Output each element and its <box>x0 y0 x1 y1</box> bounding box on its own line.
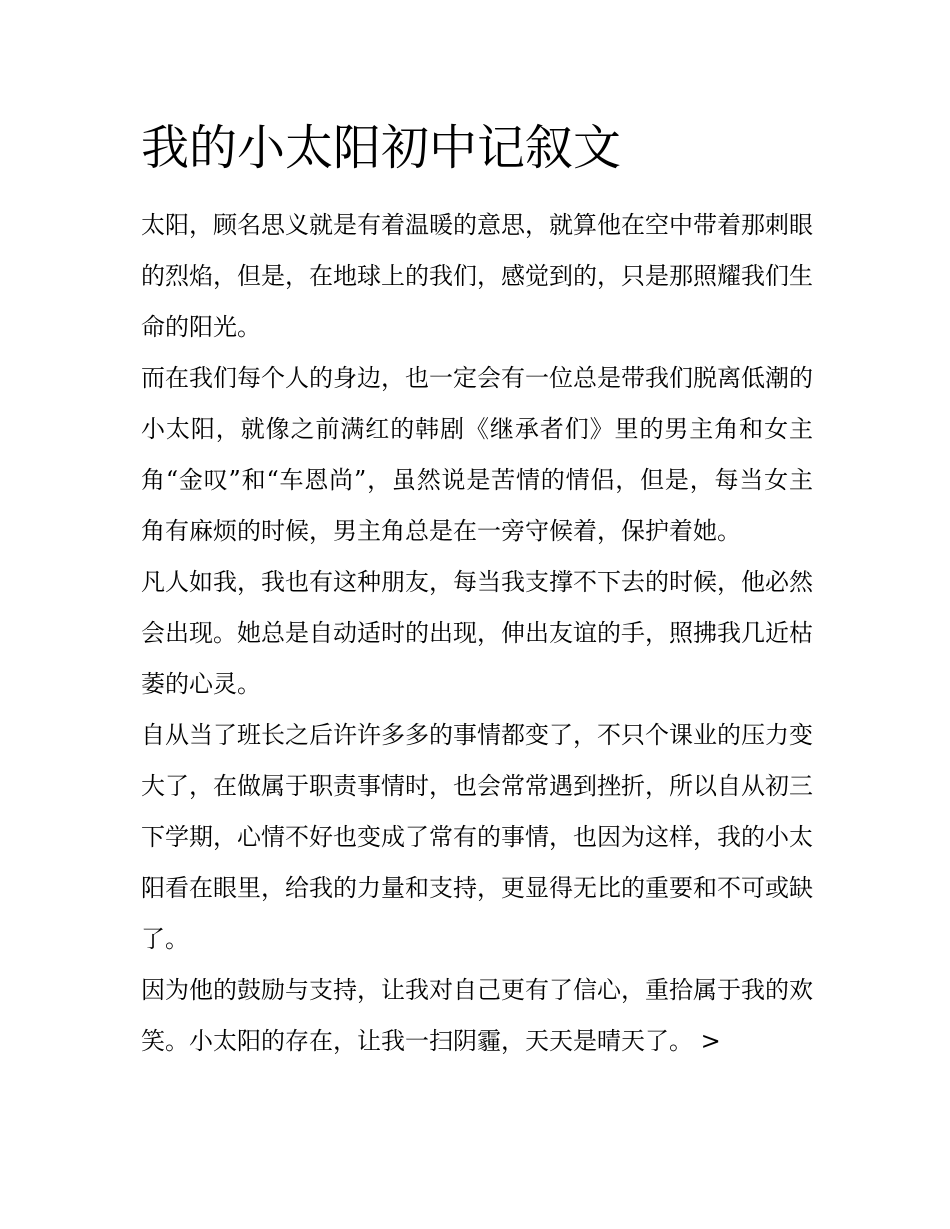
paragraph-2: 而在我们每个人的身边，也一定会有一位总是带我们脱离低潮的小太阳，就像之前满红的韩剧《继承者们》里的男主角和女主角“金叹”和“车恩尚”，虽然说是苦情的情侣，但是，每当女主角有麻烦的时候，男主角总是在一旁守候着，保护着她。 <box>141 364 813 545</box>
document-title: 我的小太阳初中记叙文 <box>141 120 622 176</box>
paragraph-4: 自从当了班长之后许许多多的事情都变了，不只个课业的压力变大了，在做属于职责事情时，也会常常遇到挫折，所以自从初三下学期，心情不好也变成了常有的事情，也因为这样，我的小太阳看在眼里，给我的力量和支持，更显得无比的重要和不可或缺了。 <box>141 721 813 953</box>
document-body <box>141 200 813 1067</box>
paragraph-1: 太阳，顾名思义就是有着温暖的意思，就算他在空中带着那刺眼的烈焰，但是，在地球上的我们，感觉到的，只是那照耀我们生命的阳光。 <box>141 211 813 341</box>
document-page <box>141 116 813 1067</box>
paragraph-5: 因为他的鼓励与支持，让我对自己更有了信心，重拾属于我的欢笑。小太阳的存在，让我一扫阴霾，天天是晴天了。 > <box>141 976 813 1055</box>
paragraph-3: 凡人如我，我也有这种朋友，每当我支撑不下去的时候，他必然会出现。她总是自动适时的出现，伸出友谊的手，照拂我几近枯萎的心灵。 <box>141 568 813 698</box>
